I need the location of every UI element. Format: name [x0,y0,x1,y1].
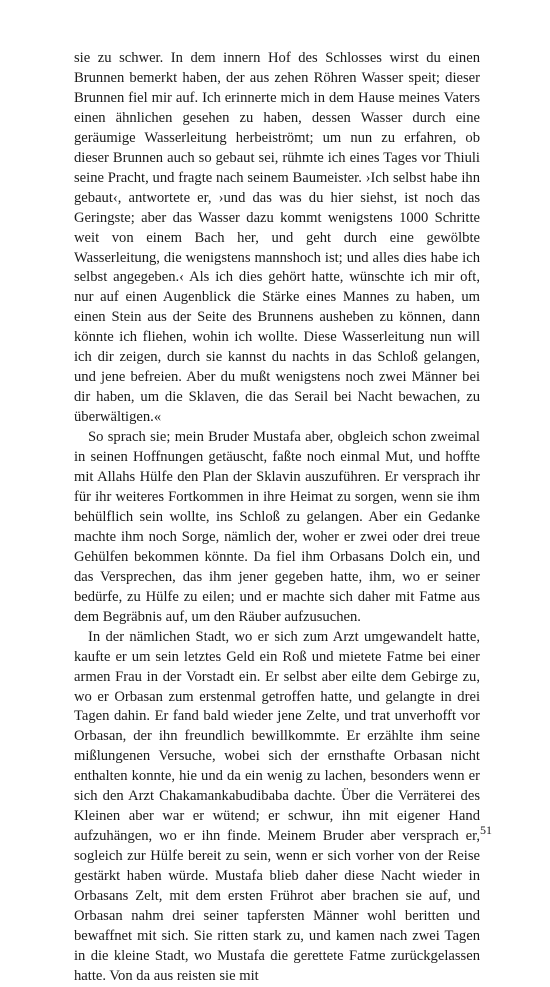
body-text [74,49,480,987]
paragraph-3: In der nämlichen Stadt, wo er sich zum Arzt umgewandelt hatte, kaufte er um sein letztes Geld ein Roß und mietete Fatme bei einer armen Frau in der Vorstadt ein. Er selbst aber eilte dem Gebirge zu, wo er Orbasan zum erstenmal getroffen hatte, und gelangte in drei Tagen dahin. Er fand bald wieder jene Zelte, und trat unverhofft vor Orbasan, der ihn freundlich bewillkommte. Er erzählte ihm seine mißlungenen Versuche, wobei sich der ernsthafte Orbasan nicht enthalten konnte, hie und da ein wenig zu lachen, besonders wenn er sich den Arzt Chakamankabudibaba dachte. Über die Verräterei des Kleinen aber war er wütend; er schwur, ihn mit eigener Hand aufzuhängen, wo er ihn finde. Meinem Bruder aber versprach er, sogleich zur Hülfe bereit zu sein, wenn er sich vorher von der Reise gestärkt haben würde. Mustafa blieb daher diese Nacht wieder in Orbasans Zelt, mit dem ersten Frührot aber brachen sie auf, und Orbasan nahm drei seiner tapfersten Männer wohl beritten und bewaffnet mit sich. Sie ritten stark zu, und kamen nach zwei Tagen in die kleine Stadt, wo Mustafa die gerettete Fatme zurückgelassen hatte. Von da aus reisten sie mit [74,628,480,984]
paragraph-1: sie zu schwer. In dem innern Hof des Schlosses wirst du einen Brunnen bemerkt haben, der aus zehen Röhren Wasser speit; dieser Brunnen fiel mir auf. Ich erinnerte mich in dem Hause meines Vaters einen ähnlichen gesehen zu haben, dessen Wasser durch eine geräumige Wasserleitung herbeiströmt; um nun zu erfahren, ob dieser Brunnen auch so gebaut sei, rühmte ich eines Tages vor Thiuli seine Pracht, und fragte nach seinem Baumeister. ›Ich selbst habe ihn gebaut‹, antwortete er, ›und das was du hier siehst, ist noch das Geringste; aber das Wasser dazu kommt wenigstens 1000 Schritte weit von einem Bach her, und geht durch eine gewölbte Wasserleitung, die wenigstens mannshoch ist; und alles dies habe ich selbst angegeben.‹ Als ich dies gehört hatte, wünschte ich mir oft, nur auf einen Augenblick die Stärke eines Mannes zu haben, um einen Stein aus der Seite des Brunnens ausheben zu können, dann könnte ich fliehen, wohin ich wollte. Diese Wasserleitung nun will ich dir zeigen, durch sie kannst du nachts in das Schloß gelangen, und jene befreien. Aber du mußt wenigstens noch zwei Männer bei dir haben, um die Sklaven, die das Serail bei Nacht bewachen, zu überwältigen.« [74,50,480,426]
paragraph-2: So sprach sie; mein Bruder Mustafa aber, obgleich schon zweimal in seinen Hoffnungen getäuscht, faßte noch einmal Mut, und hoffte mit Allahs Hülfe den Plan der Sklavin auszuführen. Er versprach ihr für ihr weiteres Fortkommen in ihre Heimat zu sorgen, wenn sie ihm behülflich sein wollte, ins Schloß zu gelangen. Aber ein Gedanke machte ihm noch Sorge, nämlich der, woher er zwei oder drei treue Gehülfen bekommen könnte. Da fiel ihm Orbasans Dolch ein, und das Versprechen, das ihm jener gegeben hatte, ihm, wo er seiner bedürfe, zu Hülfe zu eilen; und er machte sich daher mit Fatme aus dem Begräbnis auf, um den Räuber aufzusuchen. [74,429,480,625]
page-number: 51 [480,823,492,837]
